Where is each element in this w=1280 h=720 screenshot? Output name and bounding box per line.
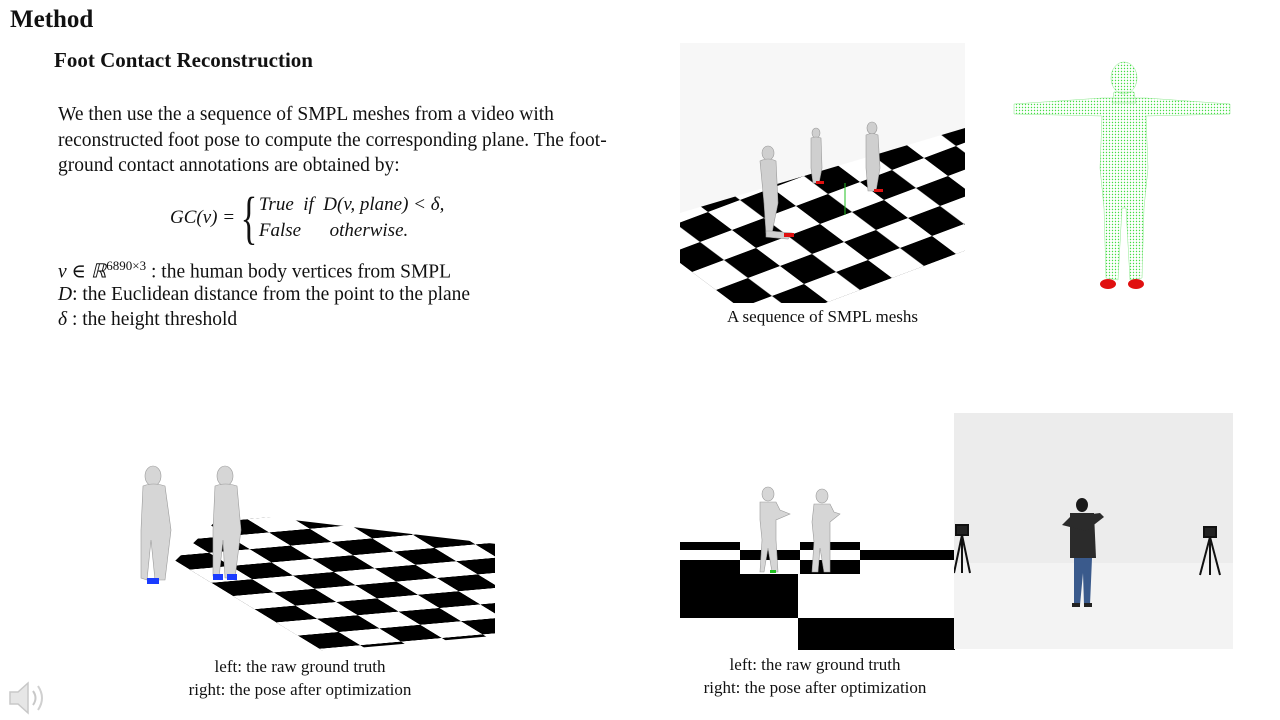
delta-description: : the height threshold (67, 309, 238, 330)
body-paragraph: We then use the a sequence of SMPL meshes from a video with reconstructed foot pose to compute the corresponding plane. The foot-ground contact annotations are obtained by: (58, 104, 607, 176)
d-symbol: D (58, 284, 73, 305)
slide-subtitle: Foot Contact Reconstruction (54, 48, 313, 72)
delta-symbol: δ (58, 309, 68, 330)
definition-v (58, 258, 451, 284)
d-description: : the Euclidean distance from the point to the plane (72, 284, 471, 305)
formula-brace: { (240, 185, 258, 250)
caption-bottom-left-line1: left: the raw ground truth (214, 657, 386, 676)
formula-cases (259, 192, 444, 244)
v-description: : the human body vertices from SMPL (146, 261, 452, 283)
caption-bottom-left-line2: right: the pose after optimization (188, 680, 412, 699)
smpl-tpose-vertices (1000, 58, 1240, 298)
caption-bottom-left (150, 655, 450, 701)
definition-d (58, 284, 470, 306)
smpl-sequence-render (680, 43, 965, 303)
formula-lhs: GC(v) = (170, 207, 236, 228)
raw-vs-optimized-render (95, 420, 505, 655)
caption-bottom-right-line2: right: the pose after optimization (703, 678, 927, 697)
v-exponent: 6890×3 (106, 258, 147, 273)
speaker-icon[interactable] (4, 676, 52, 720)
caption-smpl-sequence: A sequence of SMPL meshs (726, 307, 919, 326)
contact-formula (170, 185, 445, 250)
slide-title: Method (10, 6, 94, 33)
caption-bottom-right-line1: left: the raw ground truth (729, 655, 901, 674)
dance-photo (954, 413, 1233, 649)
v-symbol: v ∈ ℝ (58, 261, 107, 283)
formula-case-true: True if D(v, plane) < δ, (258, 194, 445, 215)
dance-render (680, 430, 955, 650)
caption-bottom-right (680, 653, 950, 699)
formula-case-false: False otherwise. (258, 220, 409, 241)
definition-delta (58, 309, 237, 331)
